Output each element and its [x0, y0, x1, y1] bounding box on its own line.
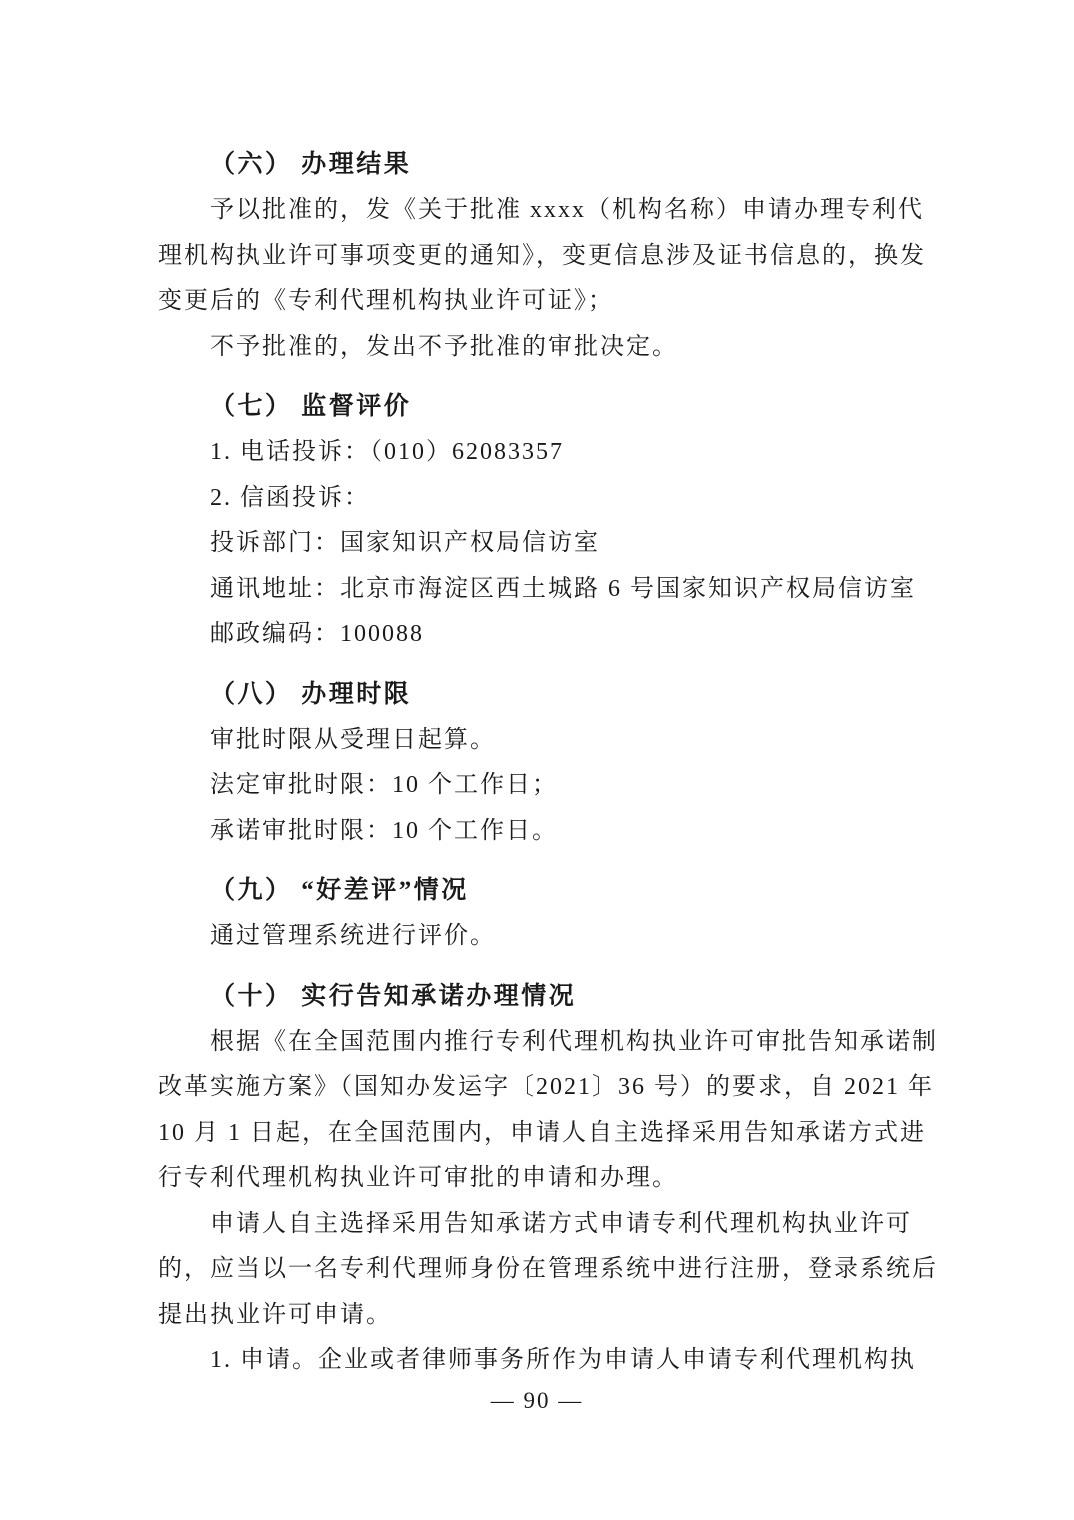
- text-line: 的，应当以一名专利代理师身份在管理系统中进行注册，登录系统后: [158, 1256, 938, 1282]
- section-heading: （八） 办理时限: [210, 680, 412, 708]
- text-line: 通讯地址：北京市海淀区西土城路 6 号国家知识产权局信访室: [210, 575, 916, 602]
- text-line: 2. 信函投诉：: [210, 484, 370, 511]
- document-body: [158, 128, 948, 1384]
- text-line: 投诉部门：国家知识产权局信访室: [210, 530, 600, 556]
- text-line: 1. 电话投诉：（010）62083357: [210, 439, 564, 465]
- section-heading: （七） 监督评价: [210, 393, 412, 420]
- text-line: 10 月 1 日起，在全国范围内，申请人自主选择采用告知承诺方式进: [158, 1119, 926, 1146]
- section-heading: （十） 实行告知承诺办理情况: [210, 982, 577, 1010]
- text-line: 根据《在全国范围内推行专利代理机构执业许可审批告知承诺制: [210, 1028, 938, 1055]
- text-line: 1. 申请。企业或者律师事务所作为申请人申请专利代理机构执: [210, 1347, 916, 1373]
- section-heading: （九） “好差评”情况: [210, 877, 469, 904]
- text-line: 提出执业许可申请。: [158, 1301, 392, 1328]
- text-line: 通过管理系统进行评价。: [210, 923, 496, 949]
- text-line: 邮政编码：100088: [210, 621, 424, 647]
- text-line: 予以批准的，发《关于批准 xxxx（机构名称）申请办理专利代: [210, 197, 924, 223]
- section-heading: （六） 办理结果: [210, 151, 412, 178]
- text-line: 法定审批时限：10 个工作日；: [210, 772, 558, 798]
- text-line: 理机构执业许可事项变更的通知》，变更信息涉及证书信息的，换发: [158, 242, 926, 269]
- text-line: 不予批准的，发出不予批准的审批决定。: [210, 333, 678, 360]
- text-line: 申请人自主选择采用告知承诺方式申请专利代理机构执业许可: [210, 1210, 912, 1237]
- text-line: 变更后的《专利代理机构执业许可证》；: [158, 288, 614, 314]
- text-line: 行专利代理机构执业许可审批的申请和办理。: [158, 1165, 678, 1191]
- text-line: 改革实施方案》（国知办发运字〔2021〕36 号）的要求，自 2021 年: [158, 1074, 934, 1100]
- text-line: 承诺审批时限：10 个工作日。: [210, 817, 558, 844]
- page-number: — 90 —: [490, 1388, 584, 1413]
- text-line: 审批时限从受理日起算。: [210, 726, 496, 753]
